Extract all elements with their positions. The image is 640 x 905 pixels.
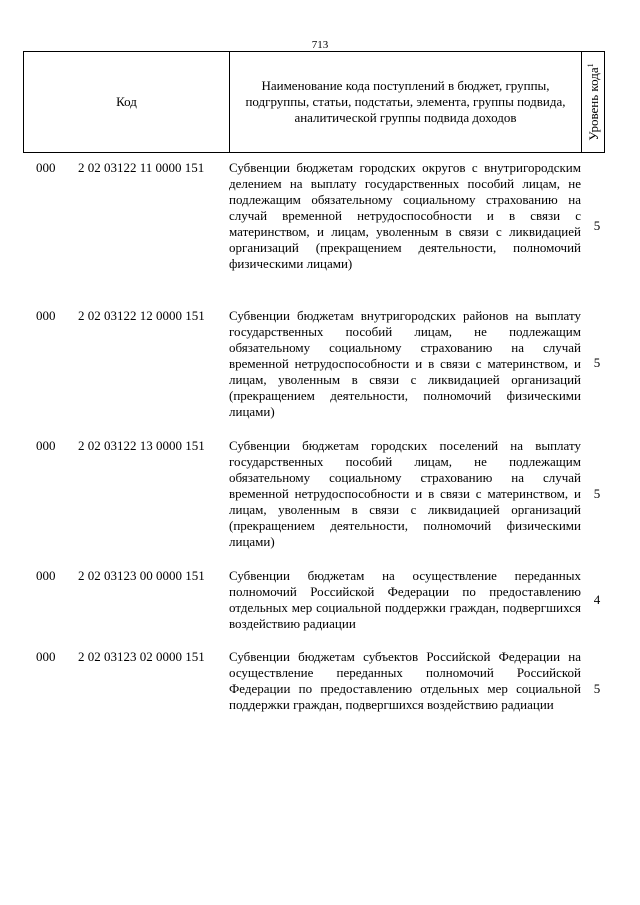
row-code: 2 02 03122 12 0000 151 xyxy=(78,308,205,323)
row-name: Субвенции бюджетам городских округов с внутригородским делением на выплату государственных пособий лицам, не подлежащим обязательному социальному страхованию на случай временной нетрудоспособности и в связи с материнством, и лицам, уволенным в связи с ликвидацией организаций (прекращением деятельности, полномочий физическими лицами) xyxy=(229,160,581,271)
header-name-label: Наименование кода поступлений в бюджет, группы, подгруппы, статьи, подстатьи, элемента, группы подвида, аналитической группы подвида доходов xyxy=(245,78,566,125)
row-class-code: 000 xyxy=(36,568,56,583)
row-name: Субвенции бюджетам городских поселений на выплату государственных пособий лицам, не подлежащим обязательному социальному страхованию на случай временной нетрудоспособности и в связи с материнством, и лицам, уволенным в связи с ликвидацией организаций (прекращением деятельности, полномочий физическими лицами) xyxy=(229,438,581,549)
header-code xyxy=(24,52,230,152)
row-level: 5 xyxy=(593,486,601,501)
header-code-label: Код xyxy=(116,94,137,109)
row-level: 5 xyxy=(593,681,601,696)
header-level-text: Уровень кода xyxy=(585,67,601,141)
row-level: 5 xyxy=(593,355,601,370)
row-class-code: 000 xyxy=(36,649,56,664)
row-code: 2 02 03122 13 0000 151 xyxy=(78,438,205,453)
row-level: 4 xyxy=(593,592,601,607)
row-class-code: 000 xyxy=(36,160,56,175)
header-name xyxy=(230,52,582,152)
row-code: 2 02 03123 02 0000 151 xyxy=(78,649,205,664)
row-class-code: 000 xyxy=(36,438,56,453)
row-name: Субвенции бюджетам внутригородских районов на выплату государственных пособий лицам, не подлежащим обязательному социальному страхованию на случай временной нетрудоспособности и в связи с материнством, и лицам, уволенным в связи с ликвидацией организаций (прекращением деятельности, полномочий физическими лицами) xyxy=(229,308,581,419)
header-level xyxy=(582,52,605,152)
row-name: Субвенции бюджетам субъектов Российской Федерации на осуществление переданных полномочий Российской Федерации по предоставлению отдельных мер социальной поддержки граждан, подвергшихся воздействию радиации xyxy=(229,649,581,712)
header-level-label xyxy=(585,63,601,140)
row-name: Субвенции бюджетам на осуществление переданных полномочий Российской Федерации по предоставлению отдельных мер социальной поддержки граждан, подвергшихся воздействию радиации xyxy=(229,568,581,631)
row-code: 2 02 03122 11 0000 151 xyxy=(78,160,205,175)
table-header xyxy=(23,51,605,153)
page-number: 713 xyxy=(311,39,329,51)
row-class-code: 000 xyxy=(36,308,56,323)
row-code: 2 02 03123 00 0000 151 xyxy=(78,568,205,583)
row-level: 5 xyxy=(593,218,601,233)
header-level-footnote: 1 xyxy=(585,63,595,68)
